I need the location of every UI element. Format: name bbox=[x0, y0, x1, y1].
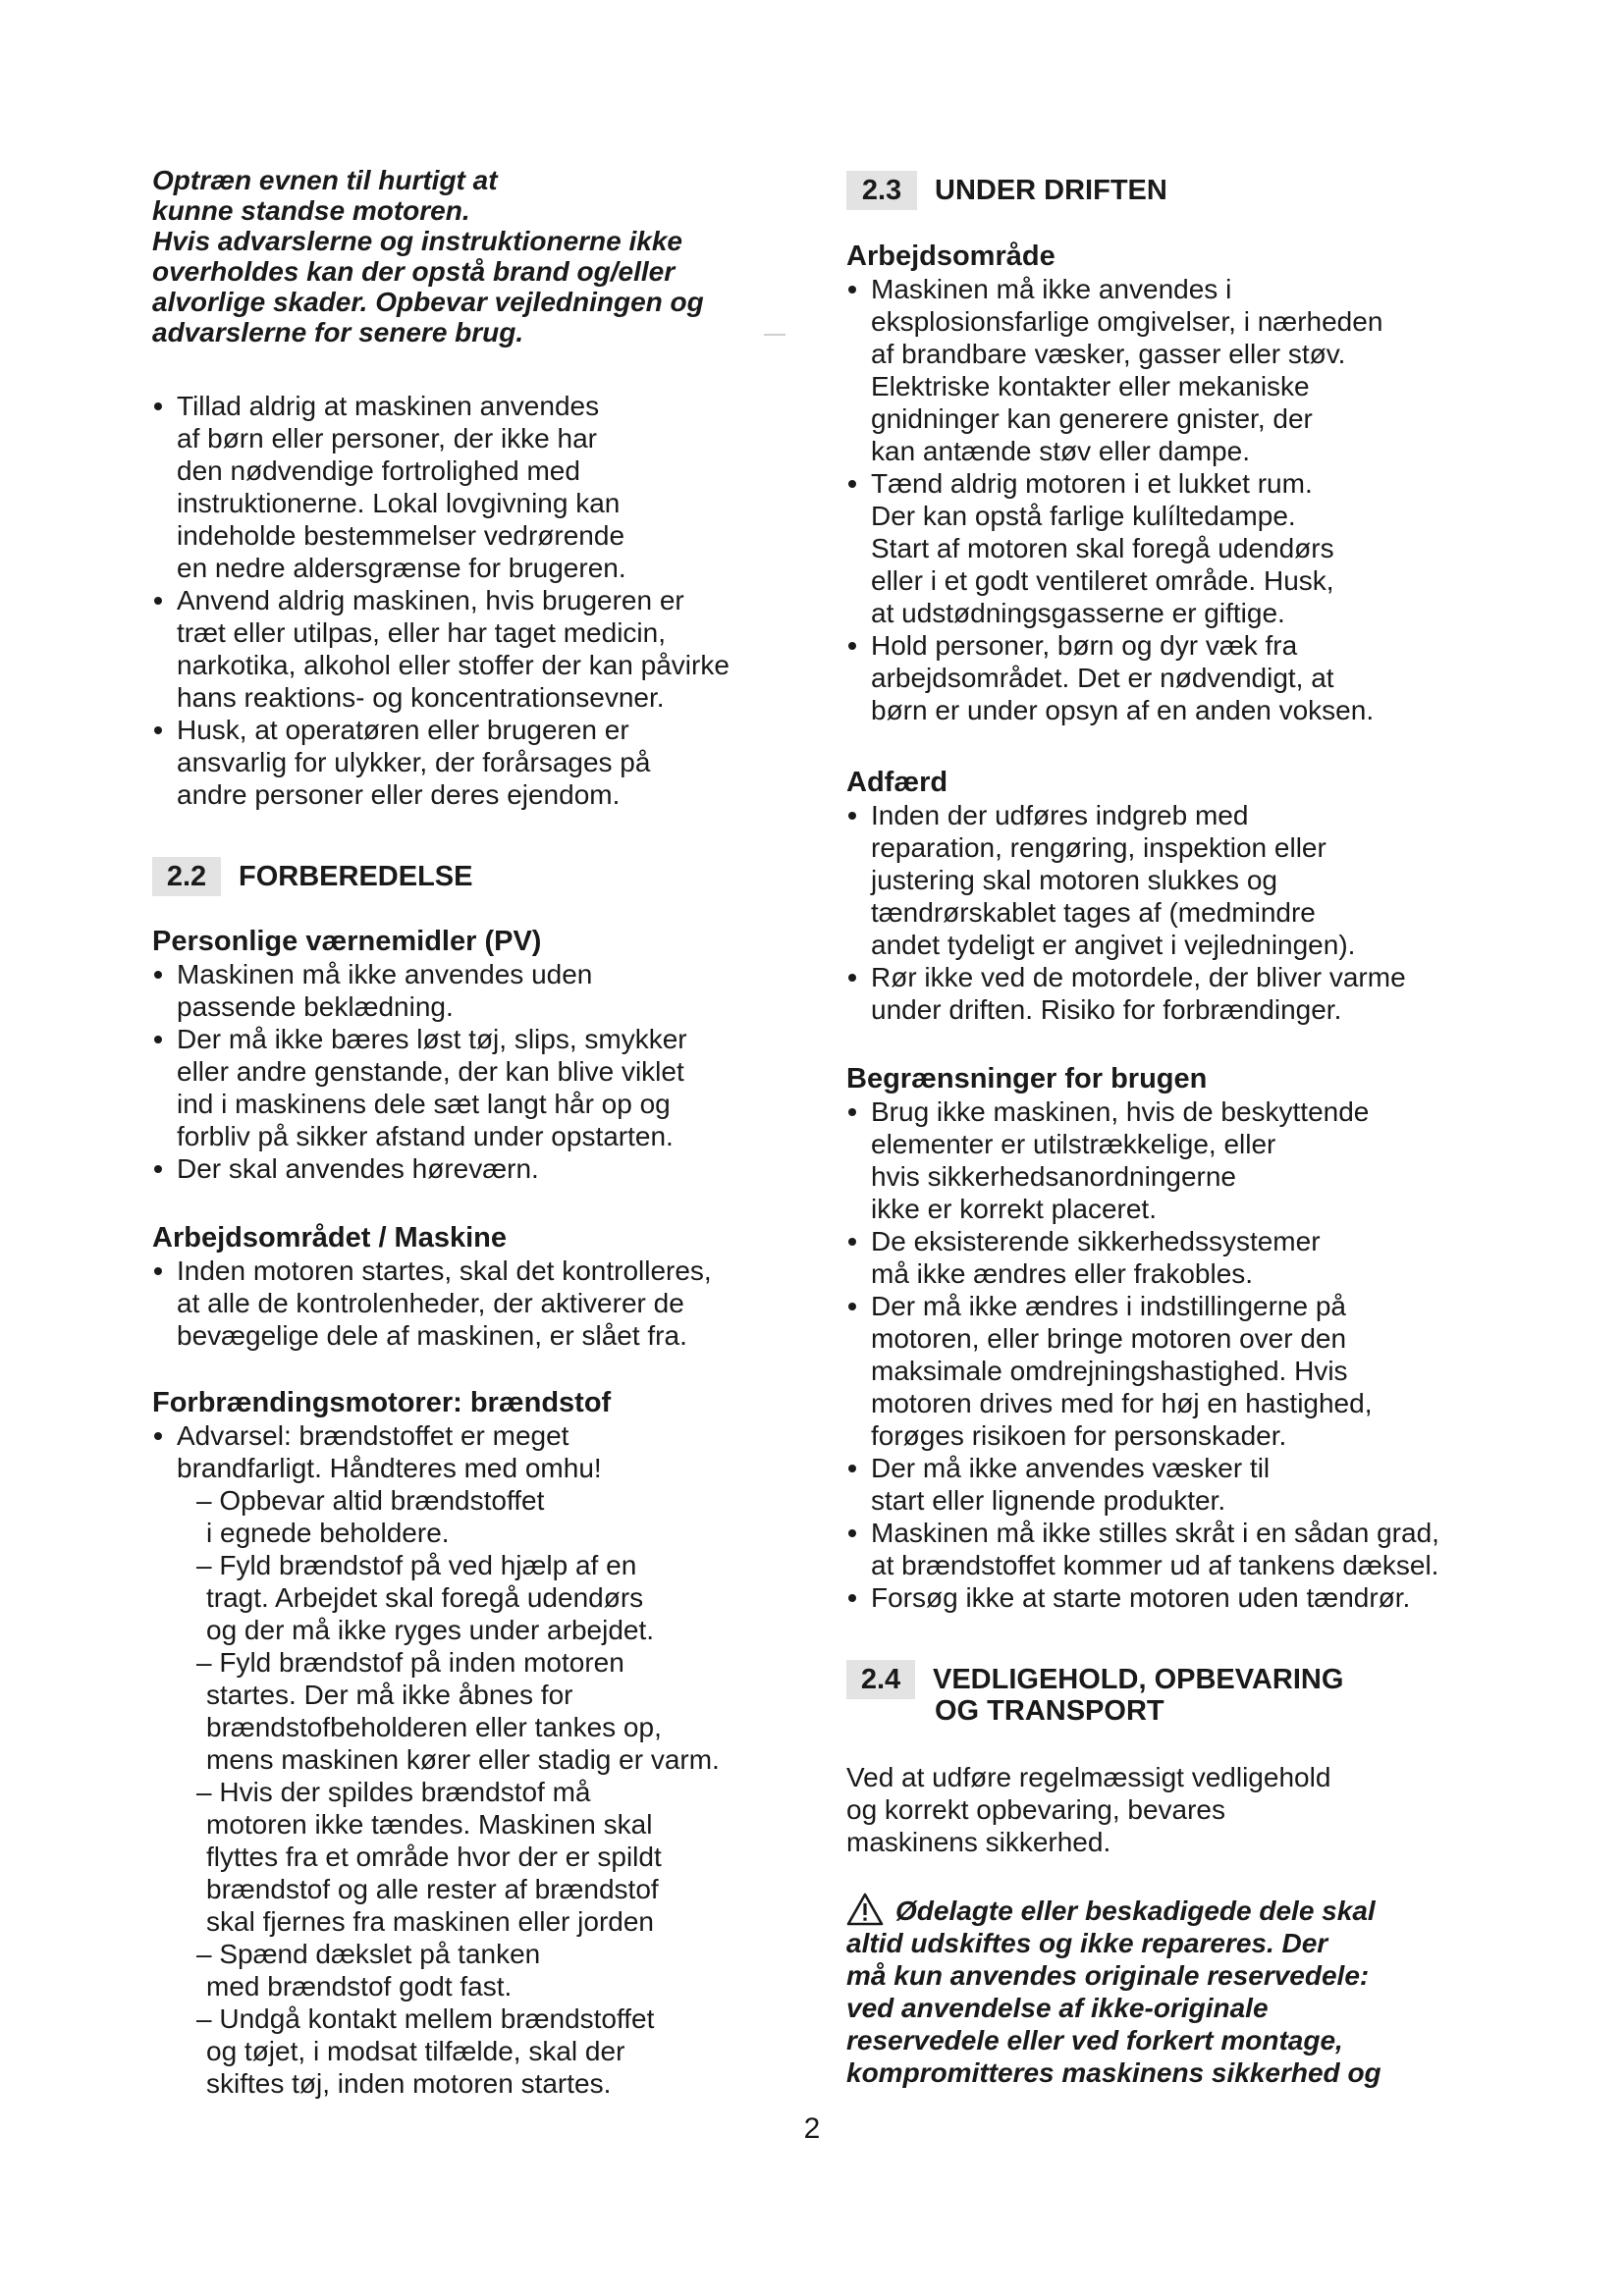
warning-line: kompromitteres maskinens sikkerhed og bbox=[846, 2057, 1381, 2088]
section-number: 2.3 bbox=[846, 171, 917, 210]
list-item: – Fyld brændstof på inden motoren bbox=[196, 1647, 624, 1678]
subheading: Arbejdsområdet / Maskine bbox=[152, 1222, 507, 1254]
list-item: Der må ikke ændres i indstillingerne på bbox=[846, 1290, 1439, 1322]
list-item: eller i et godt ventileret område. Husk, bbox=[871, 565, 1334, 596]
list-item: at alle de kontrolenheder, der aktiverer de bbox=[177, 1288, 684, 1318]
list-item: af brandbare væsker, gasser eller støv. bbox=[871, 339, 1346, 369]
list-item: Start af motoren skal foregå udendørs bbox=[871, 533, 1334, 563]
list-item: – Hvis der spildes brændstof må bbox=[196, 1777, 591, 1807]
list-item: må ikke ændres eller frakobles. bbox=[871, 1258, 1254, 1289]
subheading: Begrænsninger for brugen bbox=[846, 1063, 1208, 1095]
subheading: Forbrændingsmotorer: brændstof bbox=[152, 1387, 612, 1418]
list-item: under driften. Risiko for forbrændinger. bbox=[871, 994, 1342, 1025]
list-item: med brændstof godt fast. bbox=[206, 1971, 513, 2002]
subheading: Arbejdsområde bbox=[846, 240, 1056, 272]
warning-line: altid udskiftes og ikke repareres. Der bbox=[846, 1928, 1328, 1958]
warning-line: reservedele eller ved forkert montage, bbox=[846, 2025, 1343, 2056]
list-item: startes. Der må ikke åbnes for bbox=[206, 1680, 573, 1710]
section-number: 2.2 bbox=[152, 857, 221, 896]
list-item: børn er under opsyn af en anden voksen. bbox=[871, 695, 1375, 725]
list-item: Husk, at operatøren eller brugeren er bbox=[152, 714, 730, 746]
list-item: skiftes tøj, inden motoren startes. bbox=[206, 2068, 612, 2099]
list-item: ikke er korrekt placeret. bbox=[871, 1194, 1157, 1224]
list-item: Tillad aldrig at maskinen anvendes bbox=[152, 390, 730, 422]
list-item: eksplosionsfarlige omgivelser, i nærheden bbox=[871, 306, 1383, 337]
list-item: narkotika, alkohol eller stoffer der kan påvirke bbox=[177, 650, 730, 680]
section-title-line: OG TRANSPORT bbox=[935, 1695, 1164, 1727]
intro-line: Hvis advarslerne og instruktionerne ikke bbox=[152, 226, 682, 256]
paragraph-line: og korrekt opbevaring, bevares bbox=[846, 1794, 1225, 1825]
list-item: – Undgå kontakt mellem brændstoffet bbox=[196, 2003, 655, 2034]
list-item: arbejdsområdet. Det er nødvendigt, at bbox=[871, 663, 1334, 693]
list-item: Advarsel: brændstoffet er meget bbox=[152, 1419, 720, 1452]
list-item: Forsøg ikke at starte motoren uden tændrør. bbox=[846, 1581, 1439, 1614]
section-title-line: VEDLIGEHOLD, OPBEVARING bbox=[933, 1664, 1344, 1695]
section-title bbox=[933, 1664, 1343, 1727]
section-title: FORBEREDELSE bbox=[239, 861, 473, 892]
list-item: Anvend aldrig maskinen, hvis brugeren er bbox=[152, 584, 730, 616]
intro-bullet-list bbox=[152, 390, 730, 811]
work-area-list bbox=[846, 273, 1382, 726]
pv-list bbox=[152, 958, 687, 1185]
pv-block bbox=[152, 926, 687, 1185]
warning-line: ved anvendelse af ikke-originale bbox=[846, 1993, 1269, 2023]
list-item: reparation, rengøring, inspektion eller bbox=[871, 832, 1326, 863]
list-item: Maskinen må ikke anvendes uden bbox=[152, 958, 687, 990]
list-item: justering skal motoren slukkes og bbox=[871, 865, 1277, 895]
list-item: – Spænd dækslet på tanken bbox=[196, 1939, 541, 1969]
list-item: at udstødningsgasserne er giftige. bbox=[871, 598, 1285, 628]
intro-line: advarslerne for senere brug. bbox=[152, 317, 524, 347]
section-number: 2.4 bbox=[846, 1660, 915, 1699]
list-item: brandfarligt. Håndteres med omhu! bbox=[177, 1453, 602, 1483]
fuel-block bbox=[152, 1387, 720, 2100]
intro-line: alvorlige skader. Opbevar vejledningen og bbox=[152, 287, 704, 317]
list-item: af børn eller personer, der ikke har bbox=[177, 423, 597, 454]
list-item: motoren, eller bringe motoren over den bbox=[871, 1323, 1347, 1354]
list-item: bevægelige dele af maskinen, er slået fra. bbox=[177, 1320, 687, 1351]
list-item: Der kan opstå farlige kulíltedampe. bbox=[871, 501, 1296, 531]
behaviour-list bbox=[846, 799, 1406, 1026]
list-item: brændstofbeholderen eller tankes op, bbox=[206, 1712, 662, 1742]
list-item: Tænd aldrig motoren i et lukket rum. bbox=[846, 467, 1382, 500]
intro-line: kunne standse motoren. bbox=[152, 195, 470, 226]
work-area-block bbox=[152, 1222, 712, 1352]
list-item: brændstof og alle rester af brændstof bbox=[206, 1874, 659, 1904]
list-item: tragt. Arbejdet skal foregå udendørs bbox=[206, 1582, 644, 1613]
list-item: andre personer eller deres ejendom. bbox=[177, 779, 621, 810]
list-item: hvis sikkerhedsanordningerne bbox=[871, 1161, 1236, 1192]
list-item: at brændstoffet kommer ud af tankens dæksel. bbox=[871, 1550, 1439, 1580]
list-item: motoren ikke tændes. Maskinen skal bbox=[206, 1809, 653, 1840]
list-item: flyttes fra et område hvor der er spildt bbox=[206, 1842, 662, 1872]
list-item: eller andre genstande, der kan blive viklet bbox=[177, 1056, 684, 1087]
parts-warning bbox=[846, 1893, 1381, 2089]
list-item: Inden der udføres indgreb med bbox=[846, 799, 1406, 831]
list-item: passende beklædning. bbox=[177, 991, 454, 1022]
list-item: Maskinen må ikke stilles skråt i en sådan grad, bbox=[846, 1517, 1439, 1549]
paragraph-line: Ved at udføre regelmæssigt vedligehold bbox=[846, 1762, 1331, 1792]
list-item: ind i maskinens dele sæt langt hår op og bbox=[177, 1089, 671, 1119]
list-item: – Fyld brændstof på ved hjælp af en bbox=[196, 1550, 637, 1580]
subheading: Personlige værnemidler (PV) bbox=[152, 926, 542, 957]
intro-line: overholdes kan der opstå brand og/eller bbox=[152, 256, 676, 287]
margin-tick bbox=[764, 334, 785, 336]
list-item: forøges risikoen for personskader. bbox=[871, 1420, 1287, 1451]
list-item: Maskinen må ikke anvendes i bbox=[846, 273, 1382, 305]
list-item: Hold personer, børn og dyr væk fra bbox=[846, 629, 1382, 662]
intro-warning bbox=[152, 165, 781, 347]
list-item: en nedre aldersgrænse for brugeren. bbox=[177, 553, 626, 583]
list-item: Inden motoren startes, skal det kontrolleres, bbox=[152, 1255, 712, 1287]
list-item: De eksisterende sikkerhedssystemer bbox=[846, 1225, 1439, 1257]
behaviour-block bbox=[846, 767, 1406, 1026]
list-item: ansvarlig for ulykker, der forårsages på bbox=[177, 747, 651, 777]
list-item: maksimale omdrejningshastighed. Hvis bbox=[871, 1356, 1348, 1386]
limits-list bbox=[846, 1095, 1439, 1614]
work-area-list bbox=[152, 1255, 712, 1352]
list-item: skal fjernes fra maskinen eller jorden bbox=[206, 1906, 654, 1937]
maintenance-paragraph bbox=[846, 1761, 1330, 1858]
list-item: andet tydeligt er angivet i vejledningen). bbox=[871, 930, 1356, 960]
list-item: og der må ikke ryges under arbejdet. bbox=[206, 1615, 655, 1645]
warning-triangle-icon bbox=[846, 1893, 884, 1926]
fuel-list bbox=[152, 1419, 720, 2100]
list-item: træt eller utilpas, eller har taget medicin, bbox=[177, 617, 666, 648]
list-item: og tøjet, i modsat tilfælde, skal der bbox=[206, 2036, 625, 2066]
list-item: gnidninger kan generere gnister, der bbox=[871, 403, 1313, 434]
list-item: start eller lignende produkter. bbox=[871, 1485, 1226, 1516]
list-item: mens maskinen kører eller stadig er varm. bbox=[206, 1744, 720, 1775]
list-item: elementer er utilstrækkelige, eller bbox=[871, 1129, 1276, 1159]
list-item: hans reaktions- og koncentrationsevner. bbox=[177, 682, 665, 713]
list-item: Elektriske kontakter eller mekaniske bbox=[871, 371, 1310, 401]
paragraph-line: maskinens sikkerhed. bbox=[846, 1827, 1111, 1857]
page-number: 2 bbox=[803, 2112, 821, 2145]
subheading: Adfærd bbox=[846, 767, 948, 798]
list-item: Rør ikke ved de motordele, der bliver varme bbox=[846, 961, 1406, 993]
limits-block bbox=[846, 1063, 1439, 1614]
section-title: UNDER DRIFTEN bbox=[935, 175, 1167, 206]
list-item: tændrørskablet tages af (medmindre bbox=[871, 897, 1316, 928]
intro-line: Optræn evnen til hurtigt at bbox=[152, 165, 498, 195]
list-item: indeholde bestemmelser vedrørende bbox=[177, 520, 625, 551]
warning-line: Ødelagte eller beskadigede dele skal bbox=[895, 1896, 1376, 1926]
list-item: den nødvendige fortrolighed med bbox=[177, 455, 580, 486]
list-item: forbliv på sikker afstand under opstarten. bbox=[177, 1121, 674, 1151]
list-item: kan antænde støv eller dampe. bbox=[871, 436, 1250, 466]
list-item: i egnede beholdere. bbox=[206, 1518, 450, 1548]
list-item: – Opbevar altid brændstoffet bbox=[196, 1485, 545, 1516]
list-item: Der skal anvendes høreværn. bbox=[152, 1152, 687, 1185]
list-item: Der må ikke anvendes væsker til bbox=[846, 1452, 1439, 1484]
list-item: Brug ikke maskinen, hvis de beskyttende bbox=[846, 1095, 1439, 1128]
work-area-block bbox=[846, 240, 1382, 726]
list-item: Der må ikke bæres løst tøj, slips, smykker bbox=[152, 1023, 687, 1055]
list-item: instruktionerne. Lokal lovgivning kan bbox=[177, 488, 621, 518]
warning-line: må kun anvendes originale reservedele: bbox=[846, 1960, 1370, 1991]
list-item: motoren drives med for høj en hastighed, bbox=[871, 1388, 1373, 1418]
